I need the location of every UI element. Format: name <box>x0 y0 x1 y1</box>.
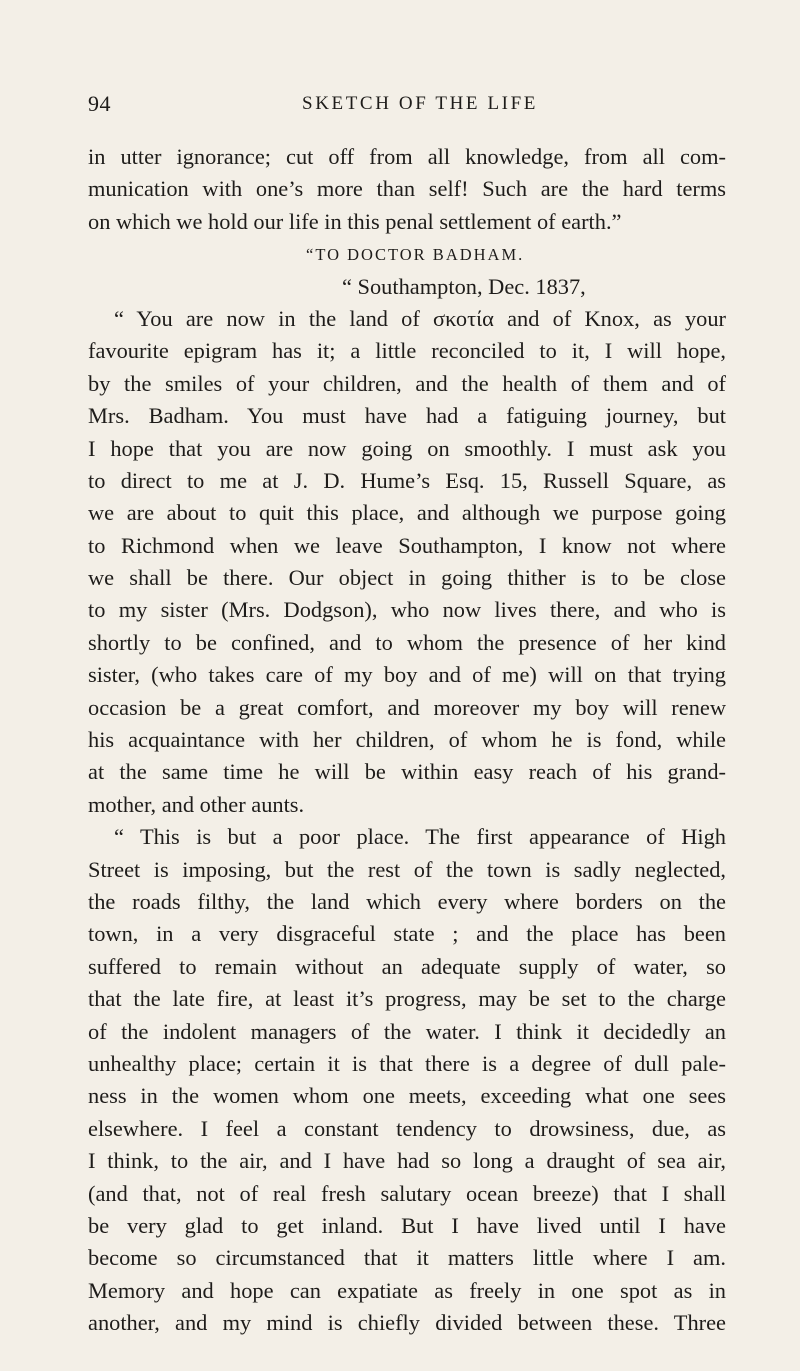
letter-heading: “TO DOCTOR BADHAM. <box>306 245 525 265</box>
text-line: at the same time he will be within easy reach of his grand- <box>88 759 726 785</box>
running-head <box>88 91 726 121</box>
text-line: of the indolent managers of the water. I think it decidedly an <box>88 1018 726 1044</box>
text-line: munication with one’s more than self! Such are the hard terms <box>88 176 726 202</box>
text-line: Mrs. Badham. You must have had a fatiguing journey, but <box>88 403 726 429</box>
text-line: the roads filthy, the land which every where borders on the <box>88 888 726 914</box>
text-line: elsewhere. I feel a constant tendency to drowsiness, due, as <box>88 1115 726 1141</box>
text-line: “ You are now in the land of σκοτία and of Knox, as your <box>114 305 726 331</box>
text-line: by the smiles of your children, and the health of them and of <box>88 370 726 396</box>
text-line: shortly to be confined, and to whom the presence of her kind <box>88 629 726 655</box>
text-line: occasion be a great comfort, and moreover my boy will renew <box>88 694 726 720</box>
text-line: on which we hold our life in this penal settlement of earth.” <box>88 208 622 234</box>
text-line: to my sister (Mrs. Dodgson), who now lives there, and who is <box>88 597 726 623</box>
text-line: we are about to quit this place, and although we purpose going <box>88 500 726 526</box>
running-head-title: SKETCH OF THE LIFE <box>302 93 538 114</box>
text-line: (and that, not of real fresh salutary ocean breeze) that I shall <box>88 1180 726 1206</box>
text-line: his acquaintance with her children, of whom he is fond, while <box>88 727 726 753</box>
text-line: another, and my mind is chiefly divided between these. Three <box>88 1310 726 1336</box>
text-line: to direct to me at J. D. Hume’s Esq. 15, Russell Square, as <box>88 467 726 493</box>
text-line: sister, (who takes care of my boy and of me) will on that trying <box>88 662 726 688</box>
text-line: favourite epigram has it; a little reconciled to it, I will hope, <box>88 338 726 364</box>
body-text <box>88 141 726 1339</box>
letter-dateline: “ Southampton, Dec. 1837, <box>342 273 586 299</box>
text-line: be very glad to get inland. But I have lived until I have <box>88 1212 726 1238</box>
text-line: unhealthy place; certain it is that there is a degree of dull pale- <box>88 1050 726 1076</box>
page-number: 94 <box>88 91 111 116</box>
text-line: that the late fire, at least it’s progress, may be set to the charge <box>88 986 726 1012</box>
text-line: to Richmond when we leave Southampton, I know not where <box>88 532 726 558</box>
text-line: suffered to remain without an adequate supply of water, so <box>88 953 726 979</box>
text-line: we shall be there. Our object in going thither is to be close <box>88 565 726 591</box>
text-line: “ This is but a poor place. The first appearance of High <box>114 824 726 850</box>
text-line: ness in the women whom one meets, exceeding what one sees <box>88 1083 726 1109</box>
text-line: I think, to the air, and I have had so long a draught of sea air, <box>88 1148 726 1174</box>
text-line: become so circumstanced that it matters little where I am. <box>88 1245 726 1271</box>
text-line: in utter ignorance; cut off from all knowledge, from all com- <box>88 144 726 169</box>
text-line: mother, and other aunts. <box>88 791 305 817</box>
text-line: Memory and hope can expatiate as freely in one spot as in <box>88 1277 726 1303</box>
text-line: Street is imposing, but the rest of the town is sadly neglected, <box>88 856 726 882</box>
text-line: I hope that you are now going on smoothly. I must ask you <box>88 435 726 461</box>
text-line: town, in a very disgraceful state ; and the place has been <box>88 921 726 947</box>
